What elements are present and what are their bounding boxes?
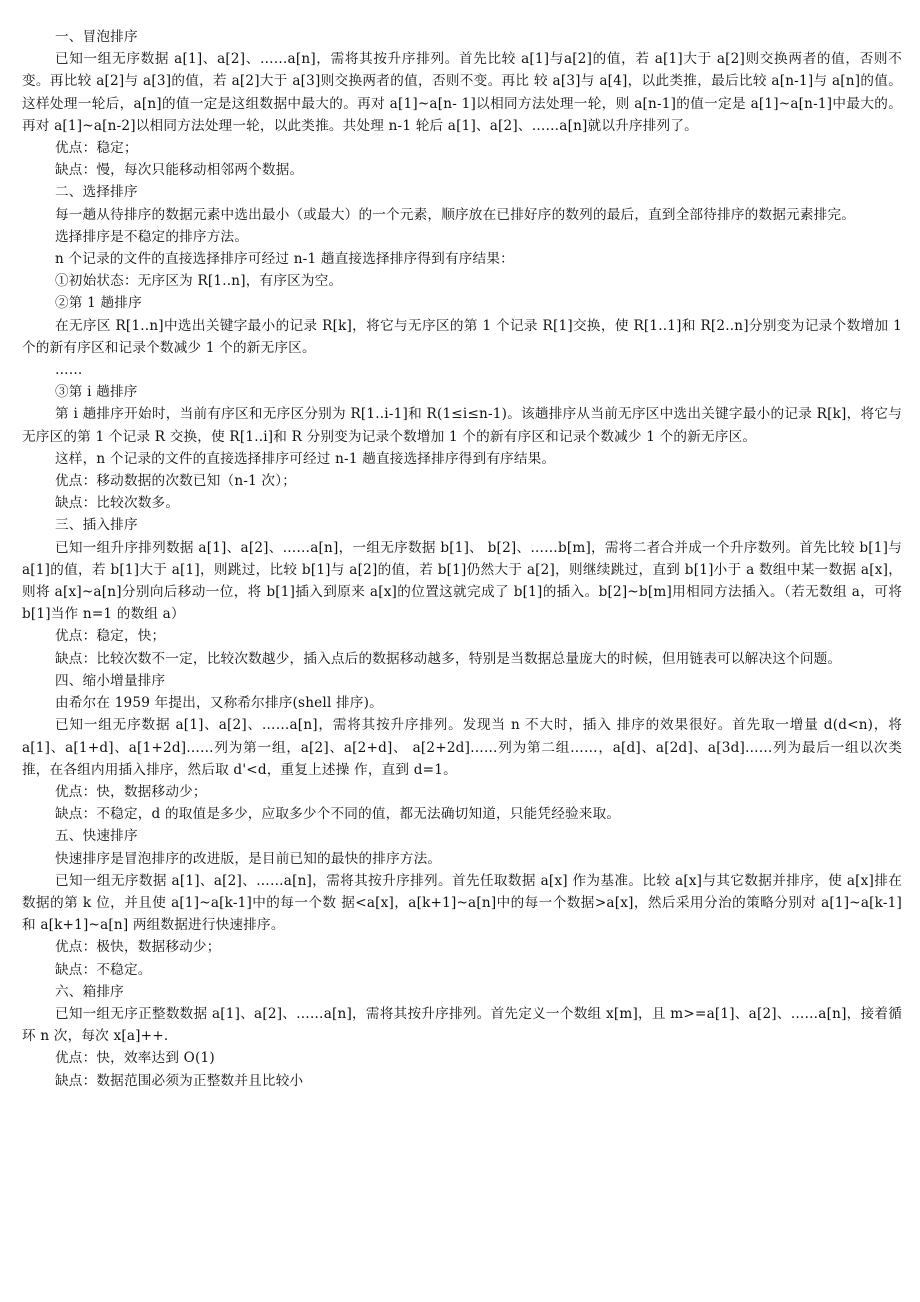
paragraph: 已知一组无序数据 a[1]、a[2]、……a[n]，需将其按升序排列。首先比较 a[1]与a[2]的值，若 a[1]大于 a[2]则交换两者的值，否则不变。再比较 a[2]与 a[3]的值，若 a[2]大于 a[3]则交换两者的值，否则不变。再比 较 a[3]与 a[4]，以此类推，最后比较 a[n-1]与 a[n]的值。这样处理一轮后，a[n]的值一定是这组数据中最大的。再对 a[1]~a[n- 1]以相同方法处理一轮，则 a[n-1]的值一定是 a[1]~a[n-1]中最大的。再对 a[1]~a[n-2]以相同方法处理一轮，以此类推。共处理 n-1 轮后 a[1]、a[2]、……a[n]就以升序排列了。 — [22, 51, 902, 134]
paragraph: 每一趟从待排序的数据元素中选出最小（或最大）的一个元素，顺序放在已排好序的数列的最后，直到全部待排序的数据元素排完。 — [55, 206, 856, 223]
section-shell-sort — [22, 670, 902, 825]
section-selection-sort — [22, 181, 902, 514]
cons: 缺点：数据范围必须为正整数并且比较小 — [55, 1072, 304, 1089]
step: ①初始状态：无序区为 R[1..n]，有序区为空。 — [55, 273, 343, 290]
paragraph: 选择排序是不稳定的排序方法。 — [55, 228, 249, 245]
section-heading: 五、快速排序 — [55, 828, 138, 845]
section-heading: 二、选择排序 — [55, 184, 138, 201]
paragraph: 已知一组无序数据 a[1]、a[2]、……a[n]，需将其按升序排列。发现当 n 不大时，插入 排序的效果很好。首先取一增量 d(d<n)，将 a[1]、a[1+d]、a[1+2d]……列为第一组，a[2]、a[2+d]、 a[2+2d]……列为第二组……，a[d]、a[2d]、a[3d]……列为最后一组以次类推，在各组内用插入排序，然后取 d'<d，重复上述操 作，直到 d=1。 — [22, 717, 902, 778]
paragraph: 已知一组无序数据 a[1]、a[2]、……a[n]，需将其按升序排列。首先任取数据 a[x] 作为基准。比较 a[x]与其它数据并排序，使 a[x]排在数据的第 k 位，并且使 a[1]~a[k-1]中的每一个数 据<a[x]，a[k+1]~a[n]中的每一个数据>a[x]，然后采用分治的策略分别对 a[1]~a[k-1]和 a[k+1]~a[n] 两组数据进行快速排序。 — [22, 872, 902, 934]
paragraph: n 个记录的文件的直接选择排序可经过 n-1 趟直接选择排序得到有序结果： — [55, 251, 514, 268]
step: ②第 1 趟排序 — [55, 295, 142, 312]
section-heading: 一、冒泡排序 — [55, 29, 138, 45]
pros: 优点：稳定，快； — [55, 628, 166, 645]
ellipsis: …… — [55, 362, 83, 379]
section-heading: 六、箱排序 — [55, 983, 124, 1000]
section-bubble-sort — [22, 26, 902, 181]
section-heading: 三、插入排序 — [55, 517, 138, 534]
paragraph: 快速排序是冒泡排序的改进版，是目前已知的最快的排序方法。 — [55, 850, 442, 867]
section-insertion-sort — [22, 514, 902, 669]
cons: 缺点：慢，每次只能移动相邻两个数据。 — [55, 162, 304, 179]
cons: 缺点：比较次数多。 — [55, 495, 180, 512]
step: ③第 i 趟排序 — [55, 384, 138, 401]
pros: 优点：稳定； — [55, 140, 138, 157]
pros: 优点：极快，数据移动少； — [55, 939, 221, 956]
cons: 缺点：不稳定，d 的取值是多少，应取多少个不同的值，都无法确切知道，只能凭经验来取。 — [55, 806, 621, 823]
paragraph: 第 i 趟排序开始时，当前有序区和无序区分别为 R[1..i-1]和 R(1≤i≤n-1)。该趟排序从当前无序区中选出关键字最小的记录 R[k]，将它与无序区的第 1 个记录 R 交换，使 R[1..i]和 R 分别变为记录个数增加 1 个的新有序区和记录个数减少 1 个的新无序区。 — [22, 406, 902, 445]
paragraph: 已知一组升序排列数据 a[1]、a[2]、……a[n]，一组无序数据 b[1]、 b[2]、……b[m]，需将二者合并成一个升序数列。首先比较 b[1]与 a[1]的值，若 b[1]大于 a[1]，则跳过，比较 b[1]与 a[2]的值，若 b[1]仍然大于 a[2]，则继续跳过，直到 b[1]小于 a 数组中某一数据 a[x]，则将 a[x]~a[n]分别向后移动一位，将 b[1]插入到原来 a[x]的位置这就完成了 b[1]的插入。b[2]~b[m]用相同方法插入。（若无数组 a，可将 b[1]当作 n=1 的数组 a） — [22, 539, 902, 623]
paragraph: 这样，n 个记录的文件的直接选择排序可经过 n-1 趟直接选择排序得到有序结果。 — [55, 450, 556, 467]
pros: 优点：移动数据的次数已知（n-1 次）； — [55, 473, 297, 490]
section-heading: 四、缩小增量排序 — [55, 672, 166, 689]
pros: 优点：快，效率达到 O(1) — [55, 1050, 215, 1067]
paragraph: 已知一组无序正整数数据 a[1]、a[2]、……a[n]，需将其按升序排列。首先定义一个数组 x[m]，且 m>=a[1]、a[2]、……a[n]，接着循环 n 次，每次 x[a]++. — [22, 1005, 902, 1045]
paragraph: 在无序区 R[1..n]中选出关键字最小的记录 R[k]，将它与无序区的第 1 个记录 R[1]交换，使 R[1..1]和 R[2..n]分别变为记录个数增加 1 个的新有序区和记录个数减少 1 个的新无序区。 — [22, 317, 902, 356]
cons: 缺点：比较次数不一定，比较次数越少，插入点后的数据移动越多，特别是当数据总量庞大的时候，但用链表可以解决这个问题。 — [55, 650, 842, 667]
section-bucket-sort — [22, 981, 902, 1092]
paragraph: 由希尔在 1959 年提出，又称希尔排序(shell 排序)。 — [55, 695, 383, 712]
pros: 优点：快，数据移动少； — [55, 783, 207, 800]
cons: 缺点：不稳定。 — [55, 961, 152, 978]
section-quick-sort — [22, 825, 902, 980]
